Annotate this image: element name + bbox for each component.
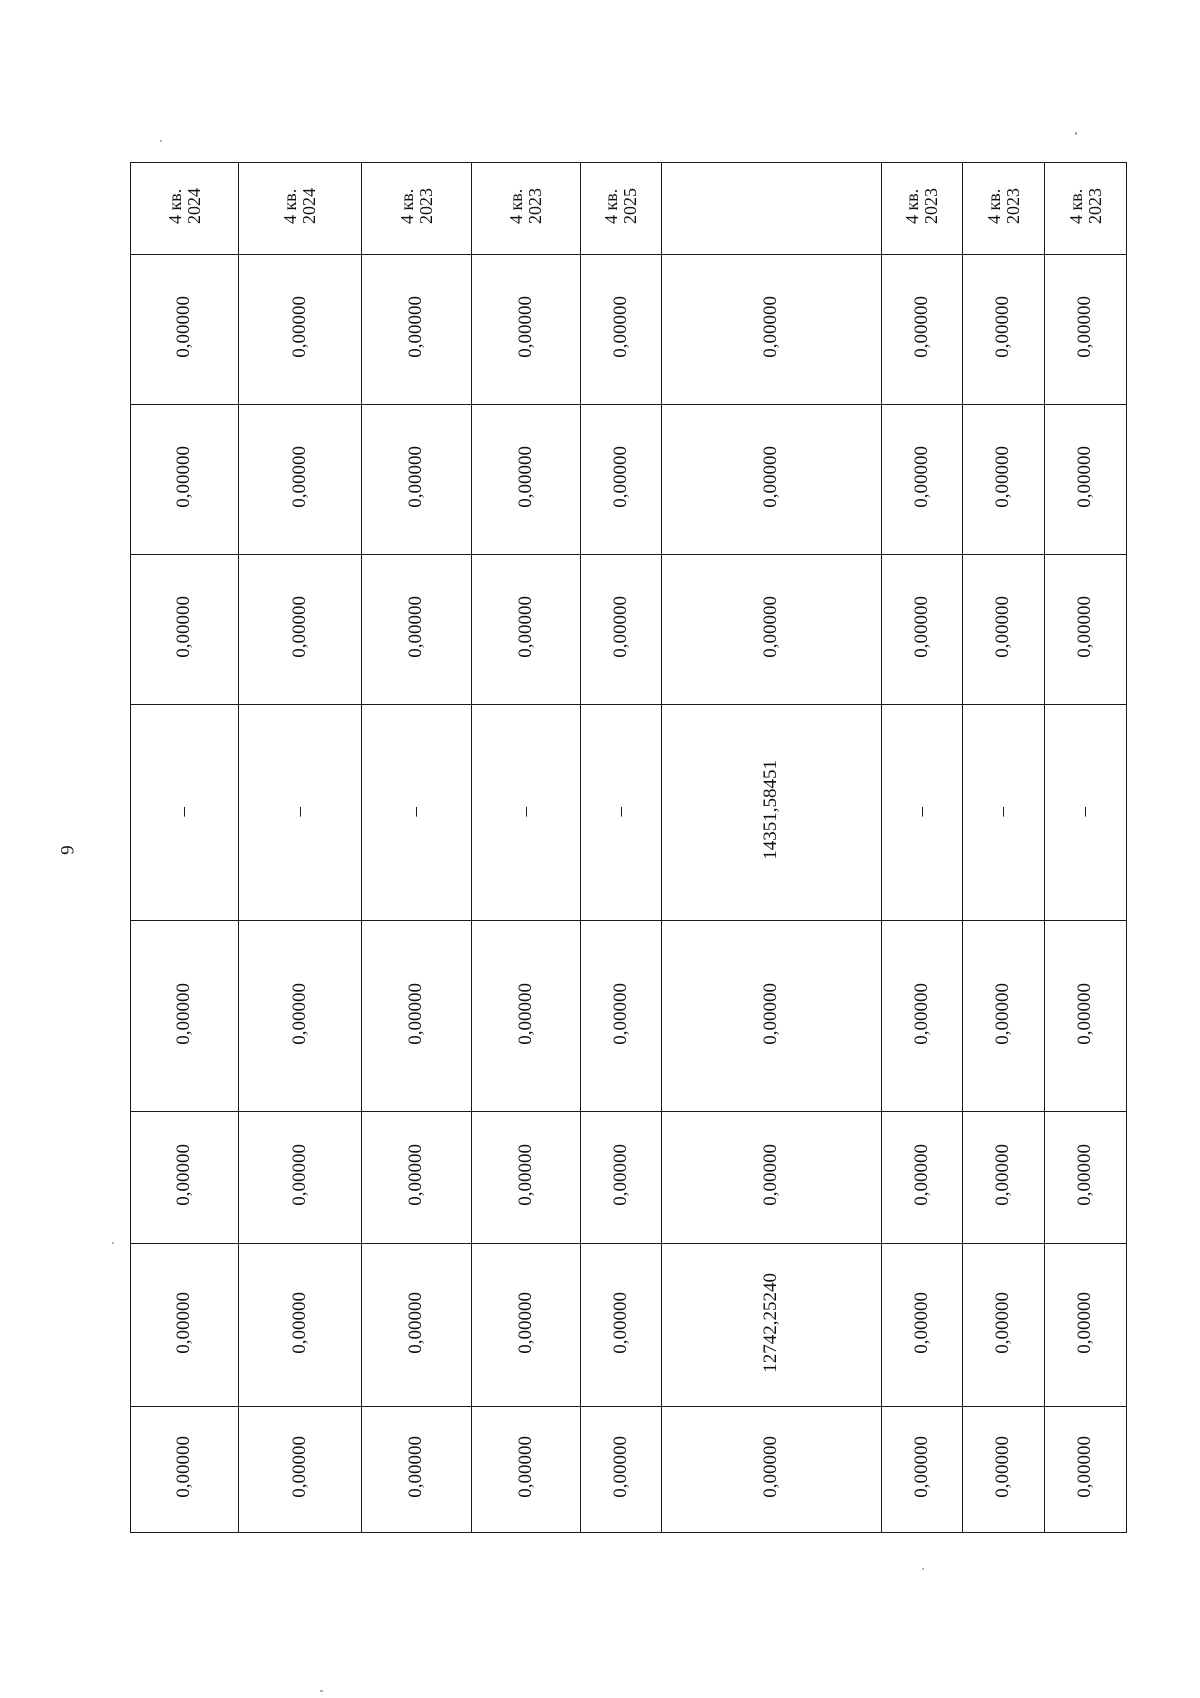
value-cell: 0,00000 [963,1407,1045,1533]
value-cell: 0,00000 [1045,1407,1127,1533]
value-cell: 0,00000 [131,555,239,705]
value-cell: 0,00000 [581,255,662,405]
value-cell: 0,00000 [362,921,472,1112]
value-cell: 0,00000 [882,1244,963,1407]
value-cell: 0,00000 [239,1112,362,1244]
value-cell: 0,00000 [472,1112,581,1244]
value-cell: 0,00000 [472,405,581,555]
value-cell: 0,00000 [239,255,362,405]
value-row [131,555,1127,705]
value-cell: 0,00000 [882,1407,963,1533]
data-table [130,162,1127,1533]
value-cell: 0,00000 [963,255,1045,405]
value-cell: 0,00000 [662,921,882,1112]
value-cell: 0,00000 [131,405,239,555]
value-cell: 0,00000 [472,1407,581,1533]
value-cell: – [882,705,963,921]
value-cell: 0,00000 [131,1112,239,1244]
value-cell: 0,00000 [963,1244,1045,1407]
value-cell: 0,00000 [662,405,882,555]
value-cell: 0,00000 [963,921,1045,1112]
value-cell: 0,00000 [963,555,1045,705]
period-cell: 4 кв. 2023 [362,163,472,255]
value-cell: 0,00000 [1045,1112,1127,1244]
value-row [131,1112,1127,1244]
value-cell: 0,00000 [239,1407,362,1533]
value-cell: 0,00000 [131,921,239,1112]
value-cell: 0,00000 [472,255,581,405]
value-cell: 0,00000 [1045,555,1127,705]
period-cell: 4 кв. 2023 [882,163,963,255]
scan-speck [1075,132,1077,135]
value-cell: 0,00000 [1045,1244,1127,1407]
value-cell: 12742,25240 [662,1244,882,1407]
value-cell: 0,00000 [882,555,963,705]
period-cell: 4 кв. 2023 [1045,163,1127,255]
value-cell: – [239,705,362,921]
value-cell: 0,00000 [239,555,362,705]
scan-speck [160,140,162,142]
value-cell: – [362,705,472,921]
value-cell: 0,00000 [662,1112,882,1244]
value-row [131,1244,1127,1407]
value-cell: 0,00000 [882,921,963,1112]
value-row [131,921,1127,1112]
value-cell: 0,00000 [472,921,581,1112]
value-cell: 0,00000 [131,1244,239,1407]
scan-speck [922,1568,924,1570]
value-cell: – [131,705,239,921]
value-cell: 0,00000 [581,1407,662,1533]
value-cell: 0,00000 [662,1407,882,1533]
value-cell: 0,00000 [963,1112,1045,1244]
value-cell: 0,00000 [581,1112,662,1244]
value-cell: 0,00000 [963,405,1045,555]
value-cell: 0,00000 [581,1244,662,1407]
value-cell: 0,00000 [581,405,662,555]
value-cell: 0,00000 [662,555,882,705]
value-cell: 0,00000 [239,921,362,1112]
period-cell: 4 кв. 2023 [472,163,581,255]
value-cell: 0,00000 [581,555,662,705]
value-cell: 0,00000 [1045,921,1127,1112]
value-cell: 0,00000 [362,1244,472,1407]
value-cell: 0,00000 [362,405,472,555]
page-number: 6 [56,845,77,855]
value-cell: 14351,58451 [662,705,882,921]
period-cell: 4 кв. 2024 [239,163,362,255]
scan-speck [112,1242,114,1244]
value-row [131,255,1127,405]
value-cell: 0,00000 [239,1244,362,1407]
value-cell: 0,00000 [882,405,963,555]
value-cell: – [472,705,581,921]
value-cell: 0,00000 [362,1407,472,1533]
value-row [131,705,1127,921]
value-cell: – [1045,705,1127,921]
value-cell: 0,00000 [1045,405,1127,555]
value-cell: 0,00000 [362,1112,472,1244]
value-cell: 0,00000 [472,1244,581,1407]
value-cell: 0,00000 [131,255,239,405]
value-cell: 0,00000 [362,255,472,405]
value-cell: 0,00000 [1045,255,1127,405]
value-cell: 0,00000 [472,555,581,705]
period-cell: 4 кв. 2023 [963,163,1045,255]
value-cell: – [581,705,662,921]
value-row [131,405,1127,555]
value-cell: 0,00000 [362,555,472,705]
value-cell: 0,00000 [239,405,362,555]
period-row [131,163,1127,255]
value-cell: 0,00000 [882,255,963,405]
value-row [131,1407,1127,1533]
value-cell: 0,00000 [662,255,882,405]
period-cell: 4 кв. 2024 [131,163,239,255]
value-cell: 0,00000 [882,1112,963,1244]
period-cell: 4 кв. 2025 [581,163,662,255]
scan-speck [320,1690,323,1692]
value-cell: 0,00000 [131,1407,239,1533]
value-cell: – [963,705,1045,921]
value-cell: 0,00000 [581,921,662,1112]
period-cell [662,163,882,255]
